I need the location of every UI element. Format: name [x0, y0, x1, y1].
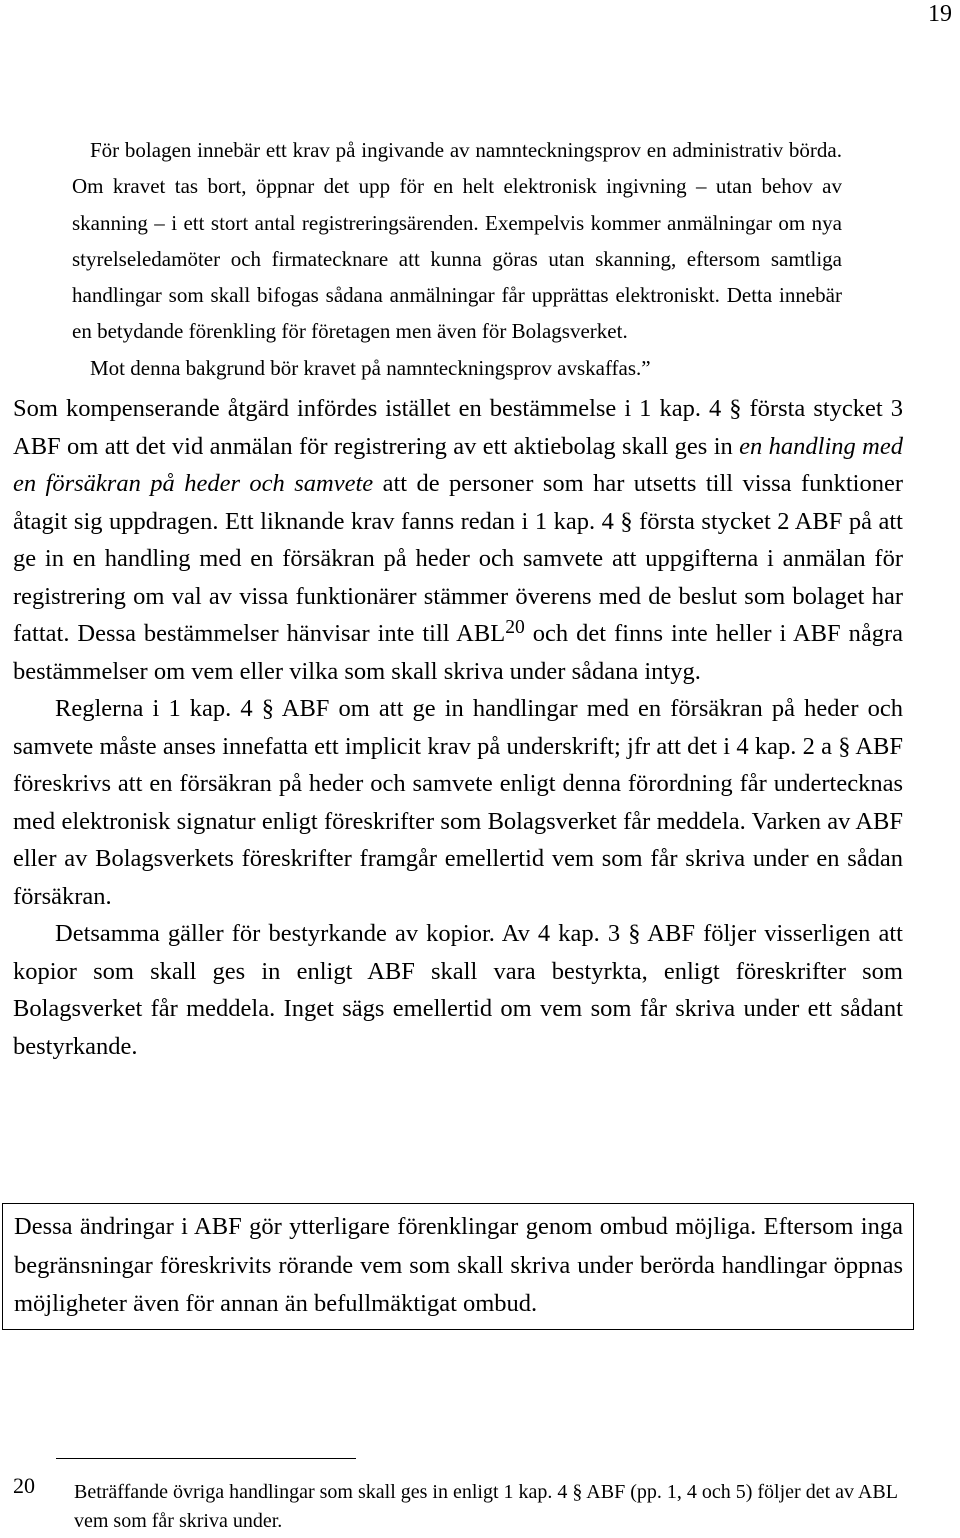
body-paragraph-3: Detsamma gäller för bestyrkande av kopior. Av 4 kap. 3 § ABF följer visserligen att kopior som skall ges in enligt ABF skall vara bestyrkta, enligt föreskrifter som Bolagsverket får meddela. Inget sägs emellertid om vem som får skriva under ett sådant bestyrkande.	[13, 920, 903, 1060]
footnote-reference[interactable]: 20	[505, 617, 525, 639]
body-paragraph-1-text-cont: att de personer som har utsetts till vissa funktioner åtagit sig uppdragen. Ett liknande krav fanns redan i 1 kap. 4 § första stycket 2 ABF på att ge in en handling med en försäkran på heder och samvete att uppgifterna i anmälan för registrering om val av vissa funktionärer stämmer överens med de beslut som bolaget har fattat. Dessa bestämmelser hänvisar inte till ABL	[13, 470, 904, 647]
body-paragraph-2: Reglerna i 1 kap. 4 § ABF om att ge in handlingar med en försäkran på heder och samvete måste anses innefatta ett implicit krav på underskrift; jfr att det i 4 kap. 2 a § ABF föreskrivs att en försäkran på heder och samvete enligt denna förordning får undertecknas med elektronisk signatur enligt föreskrifter som Bolagsverket får meddela. Varken av ABF eller av Bolagsverkets föreskrifter framgår emellertid vem som får skriva under en sådan försäkran.	[13, 695, 903, 910]
conclusion-text: Dessa ändringar i ABF gör ytterligare förenklingar genom ombud möjliga. Eftersom inga begränsningar föreskrivits rörande vem som skall skriva under berörda handlingar öppnas möjligheter även för annan än befullmäktigat ombud.	[14, 1213, 903, 1317]
body-paragraph-1-text-end: och det finns inte heller i ABF några bestämmelser om vem eller vilka som skall skriva under sådana intyg.	[13, 620, 903, 685]
footnote	[74, 1478, 904, 1536]
body-text	[13, 390, 903, 1065]
quote-paragraph: För bolagen innebär ett krav på ingivande av namnteckningsprov en administrativ börda. Om kravet tas bort, öppnar det upp för en helt elektronisk ingivning – utan behov av skanning – i ett stort antal registreringsärenden. Exempelvis kommer anmälningar om nya styrelseledamöter och firmatecknare att kunna göras utan skanning, eftersom samtliga handlingar som skall bifogas sådana anmälningar får upprättas elektroniskt. Detta innebär en betydande förenkling för företagen men även för Bolagsverket.	[72, 138, 842, 344]
footnote-number: 20	[13, 1473, 35, 1498]
quote-paragraph-conclusion: Mot denna bakgrund bör kravet på namnteckningsprov avskaffas.”	[90, 355, 651, 380]
body-paragraph-1-text: Som kompenserande åtgärd infördes istället en bestämmelse i 1 kap. 4 § första stycket 3 ABF om att det vid anmälan för registrering av ett aktiebolag skall ges in	[13, 395, 903, 460]
page-number: 19	[928, 1, 952, 27]
block-quote	[72, 132, 842, 386]
body-paragraph-1-emphasis: en handling med en försäkran på heder och samvete	[13, 432, 903, 497]
footnote-text: Beträffande övriga handlingar som skall ges in enligt 1 kap. 4 § ABF (pp. 1, 4 och 5) följer det av ABL vem som får skriva under.	[74, 1481, 898, 1532]
footnote-separator	[56, 1458, 356, 1459]
body-paragraph-1	[13, 390, 903, 690]
conclusion-box	[2, 1203, 914, 1330]
